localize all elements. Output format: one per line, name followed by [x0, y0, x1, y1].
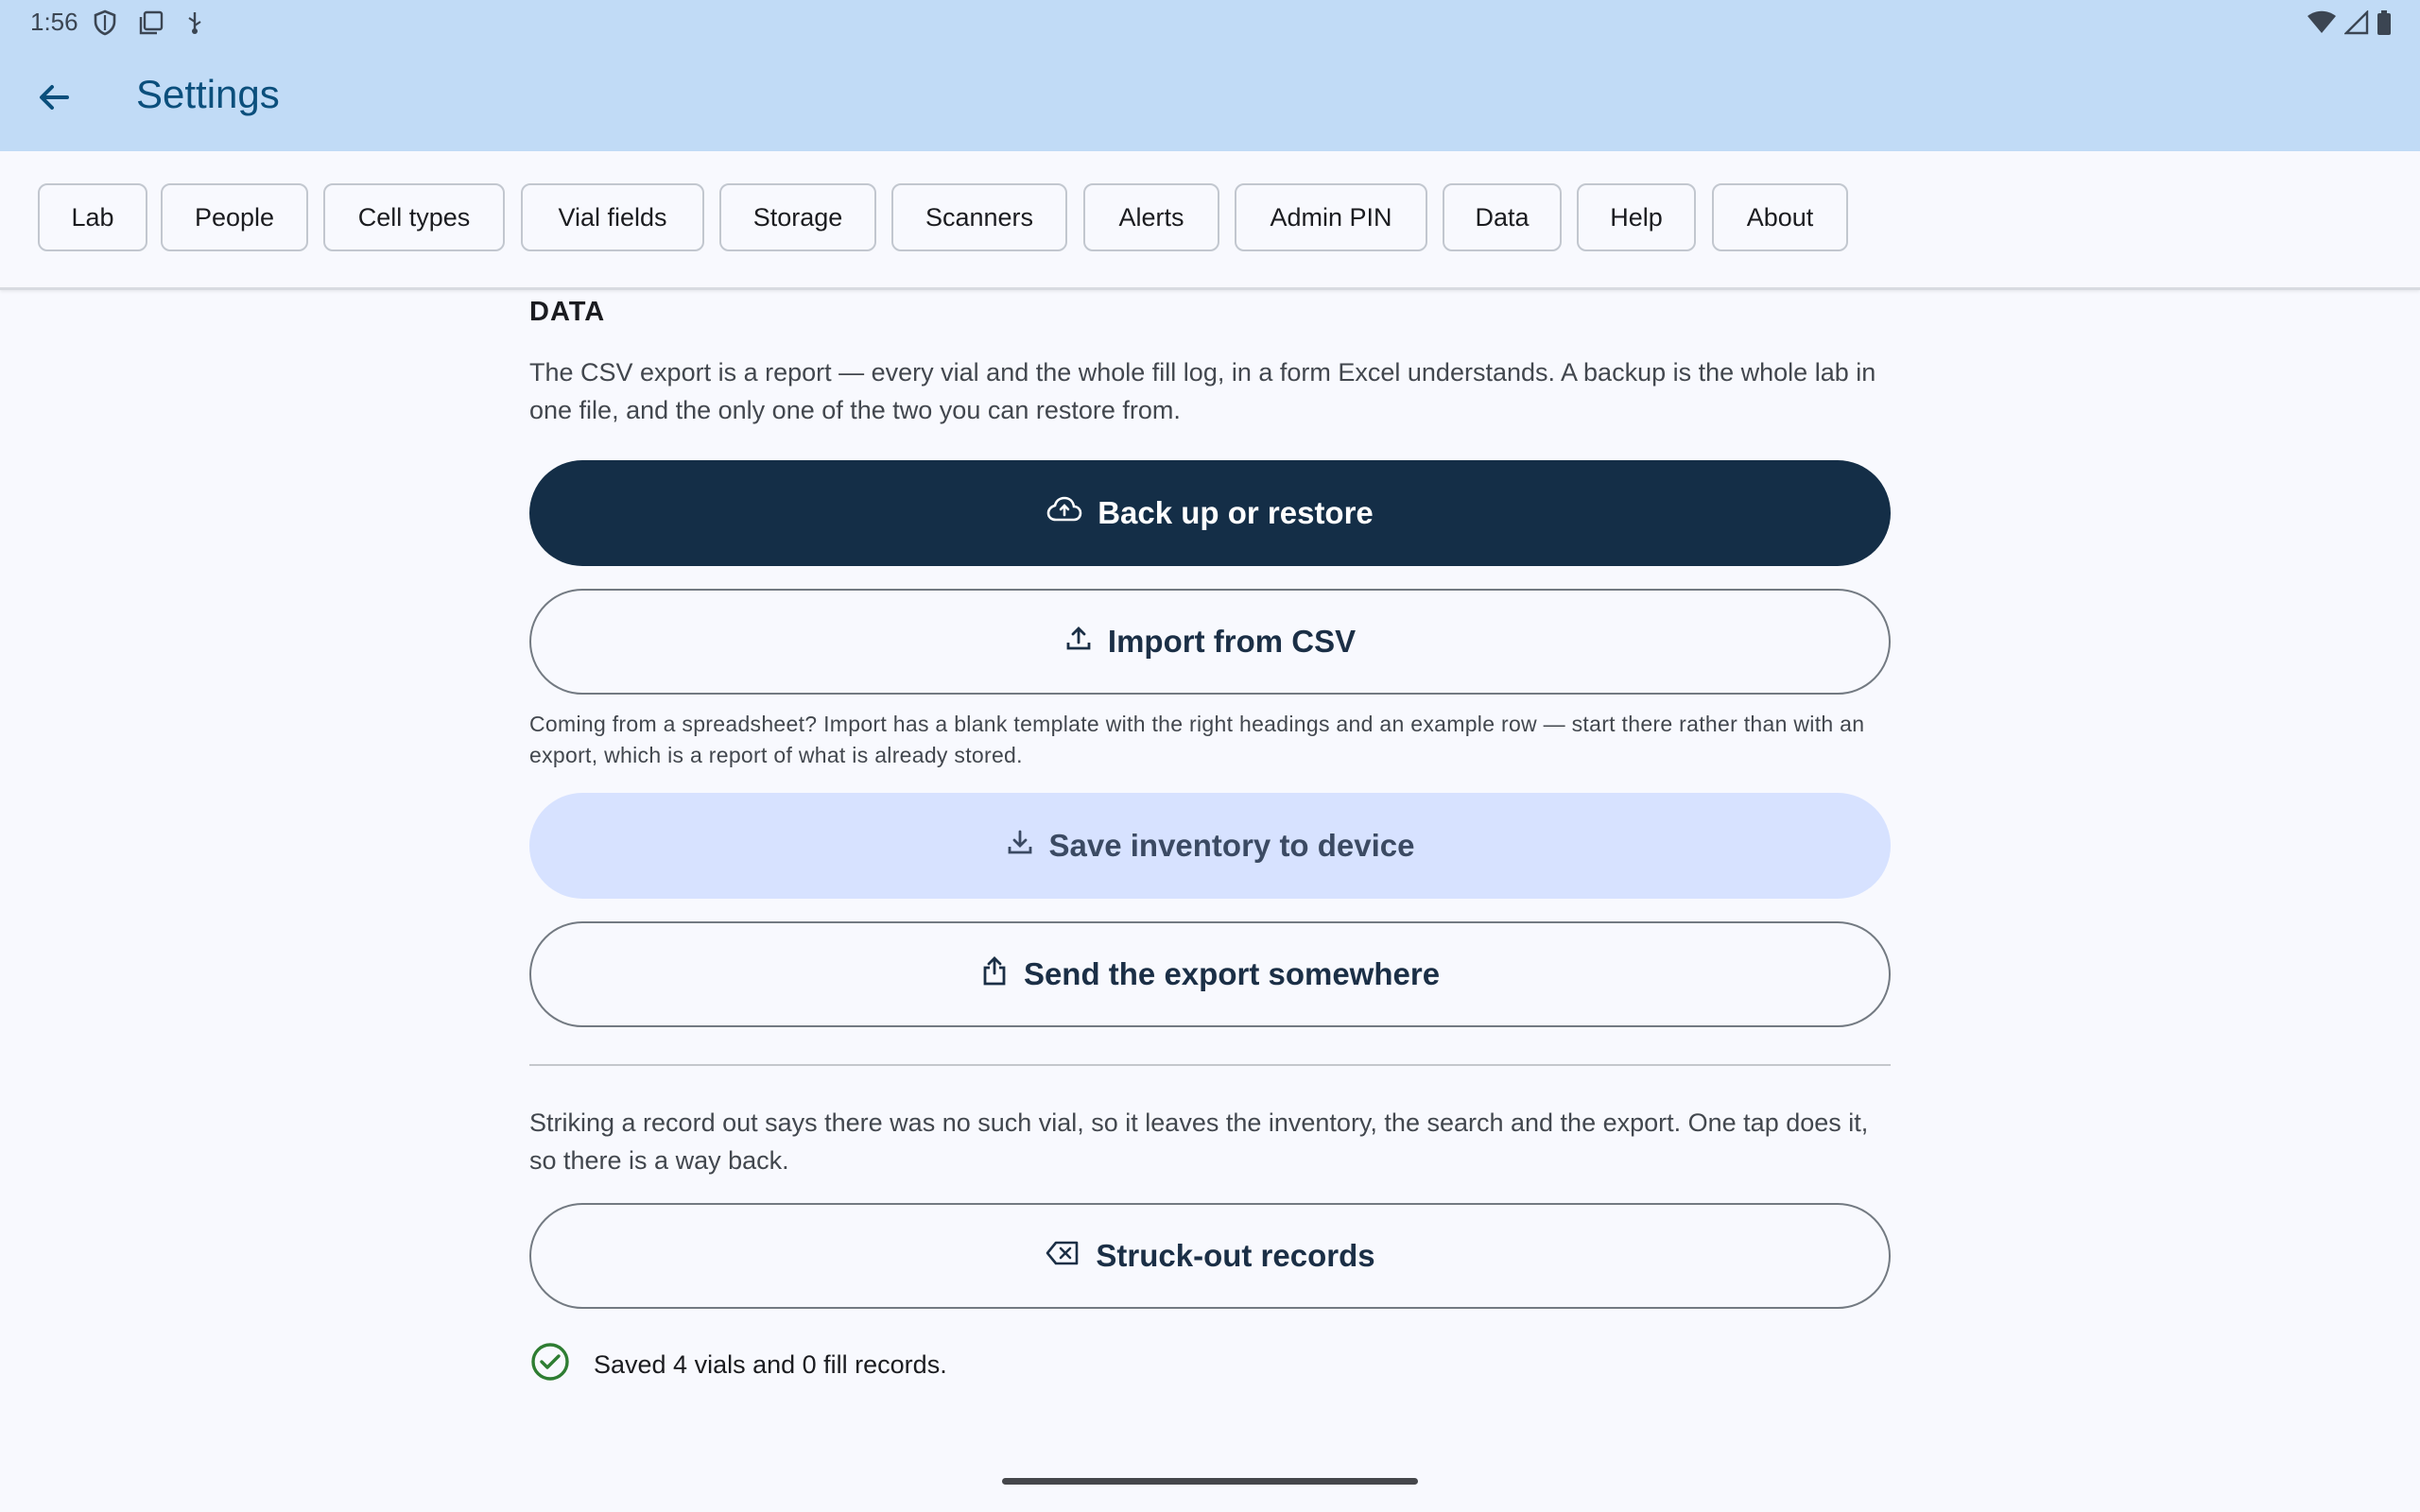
status-bar: [0, 0, 2420, 45]
section-title: DATA: [529, 297, 606, 327]
tab-vial-fields[interactable]: Vial fields: [521, 183, 704, 251]
share-icon: [980, 954, 1009, 994]
backspace-x-icon: [1045, 1238, 1080, 1274]
send-export-label: Send the export somewhere: [1023, 956, 1441, 991]
wifi-icon: [2307, 10, 2337, 40]
download-icon: [1006, 828, 1034, 864]
cloud-upload-icon: [1046, 495, 1082, 531]
save-inventory-label: Save inventory to device: [1048, 828, 1415, 863]
save-status: [529, 1342, 947, 1387]
tab-people[interactable]: People: [161, 183, 308, 251]
upload-icon: [1064, 624, 1093, 660]
tab-help[interactable]: Help: [1577, 183, 1696, 251]
backup-restore-label: Back up or restore: [1098, 495, 1374, 530]
battery-icon: [2377, 9, 2392, 41]
strike-note-text: Striking a record out says there was no such vial, so it leaves the inventory, the search and the export. One tap does it, so there is a way back.: [529, 1108, 1869, 1175]
tab-about[interactable]: About: [1712, 183, 1848, 251]
tab-data[interactable]: Data: [1443, 183, 1562, 251]
import-csv-button[interactable]: [529, 589, 1891, 695]
struck-out-records-button[interactable]: [529, 1203, 1891, 1309]
signal-icon: [2344, 10, 2369, 40]
shield-icon: [93, 9, 117, 41]
save-status-text: Saved 4 vials and 0 fill records.: [594, 1349, 947, 1379]
save-inventory-button[interactable]: [529, 793, 1891, 899]
send-export-button[interactable]: [529, 921, 1891, 1027]
status-icons-left: [93, 9, 204, 41]
export-intro-text: The CSV export is a report — every vial and the whole fill log, in a form Excel understands. A backup is the whole lab in one file, and the only one of the two you can restore from.: [529, 358, 1876, 424]
status-icons-right: [2307, 9, 2392, 41]
check-circle-icon: [529, 1341, 571, 1389]
status-time: 1:56: [30, 8, 78, 36]
home-indicator[interactable]: [1002, 1478, 1418, 1485]
tab-lab[interactable]: Lab: [38, 183, 147, 251]
screenshot-icon: [138, 10, 164, 40]
tab-alerts[interactable]: Alerts: [1083, 183, 1219, 251]
section-divider: [529, 1064, 1891, 1066]
back-button[interactable]: [28, 74, 79, 125]
tab-storage[interactable]: Storage: [719, 183, 876, 251]
tab-admin-pin[interactable]: Admin PIN: [1235, 183, 1427, 251]
app-bar: [0, 45, 2420, 151]
tab-scanners[interactable]: Scanners: [891, 183, 1067, 251]
page-title: Settings: [136, 72, 280, 116]
usb-icon: [185, 10, 204, 40]
settings-tab-bar: [0, 151, 2420, 290]
import-csv-label: Import from CSV: [1107, 624, 1357, 659]
tab-cell-types[interactable]: Cell types: [323, 183, 505, 251]
struck-out-records-label: Struck-out records: [1096, 1238, 1375, 1273]
backup-restore-button[interactable]: [529, 460, 1891, 566]
arrow-back-icon: [35, 78, 73, 121]
import-note-text: Coming from a spreadsheet? Import has a blank template with the right headings and an example row — start there rather than with an export, which is a report of what is already stored.: [529, 712, 1865, 767]
